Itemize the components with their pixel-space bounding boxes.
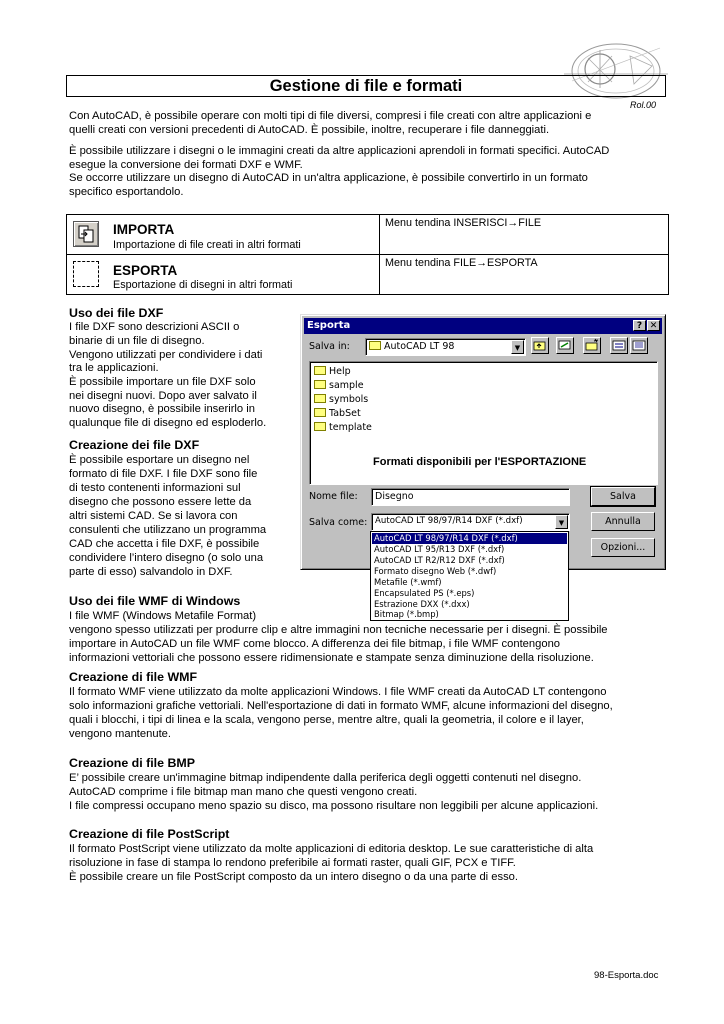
format-option[interactable]: Formato disegno Web (*.dwf) (374, 566, 497, 576)
filename-input[interactable] (371, 488, 570, 506)
command-row-importa (67, 215, 668, 255)
file-list[interactable] (309, 361, 658, 485)
paragraph-line: È possibile esportare un disegno nel (69, 454, 250, 466)
folder-label: symbols (329, 394, 369, 405)
folder-item[interactable] (314, 366, 351, 377)
intro-line: Con AutoCAD, è possibile operare con molti tipi di file diversi, compresi i file creati con altre applicazioni e (69, 110, 592, 122)
intro-line: specifico esportandolo. (69, 186, 184, 198)
dialog-titlebar[interactable] (304, 318, 662, 334)
save-in-value-wrap (369, 341, 454, 352)
help-button[interactable]: ? (633, 320, 646, 331)
export-formats-caption: Formati disponibili per l'ESPORTAZIONE (373, 456, 587, 468)
intro-line: esegue la conversione dei formati DXF e WMF. (69, 159, 303, 171)
options-button[interactable]: Opzioni... (591, 538, 655, 557)
paragraph-line: È possibile creare un file PostScript composto da un intero disegno o da una parte di esso. (69, 871, 519, 883)
folder-item[interactable] (314, 380, 364, 391)
import-icon[interactable] (73, 221, 99, 247)
format-option[interactable]: AutoCAD LT 98/97/R14 DXF (*.dxf) (372, 533, 567, 544)
paragraph-line: E’ possibile creare un'immagine bitmap indipendente dalla periferica degli oggetti contenuti nel disegno. (69, 772, 582, 784)
paragraph-line: Il formato PostScript viene utilizzato da molte applicazioni di editoria desktop. Le sue caratteristiche di alta (69, 843, 594, 855)
folder-icon (314, 366, 326, 375)
command-description: Esportazione di disegni in altri formati (113, 279, 293, 291)
save-as-dropdown[interactable] (371, 513, 570, 531)
paragraph-line: È possibile importare un file DXF solo (69, 376, 256, 388)
command-name: ESPORTA (113, 263, 178, 278)
folder-icon (369, 341, 381, 350)
format-option[interactable]: AutoCAD LT R2/R12 DXF (*.dxf) (374, 555, 505, 565)
save-button[interactable]: Salva (591, 487, 655, 506)
paragraph-line: Il formato WMF viene utilizzato da molte applicazioni Windows. I file WMF creati da AutoCAD LT contengono (69, 686, 607, 698)
paragraph-line: vengono spesso utilizzati per produrre clip e altre immagini non tecniche necessarie per i disegni. È possibile (69, 624, 608, 636)
paragraph-line: condividere l’intero disegno (o solo una (69, 552, 264, 564)
format-option[interactable]: Metafile (*.wmf) (374, 577, 442, 587)
paragraph-line: quali i blocchi, i tipi di linea e la scala, vengono perse, mentre altre, quali la geometria, il colore e il layer, (69, 714, 584, 726)
paragraph-line: I file WMF (Windows Metafile Format) (69, 610, 257, 622)
folder-label: Help (329, 366, 351, 377)
command-table (66, 214, 669, 295)
paragraph-line: qualunque file di disegno ed esploderlo. (69, 417, 267, 429)
format-option[interactable]: Bitmap (*.bmp) (374, 609, 439, 619)
filename-value: Disegno (375, 491, 414, 502)
paragraph-line: I file DXF sono descrizioni ASCII o (69, 321, 240, 333)
paragraph-line: informazioni vettoriali che possono essere ridimensionate e stampate senza diminuzione della risoluzione. (69, 652, 594, 664)
close-button[interactable]: ✕ (647, 320, 660, 331)
paragraph-line: importare in AutoCAD un file WMF come blocco. A differenza dei file bitmap, i file WMF contengono (69, 638, 561, 650)
folder-icon (314, 422, 326, 431)
save-as-label: Salva come: (309, 517, 368, 528)
format-option[interactable]: AutoCAD LT 95/R13 DXF (*.dxf) (374, 544, 505, 554)
folder-item[interactable] (314, 422, 372, 433)
paragraph-line: vengono mantenute. (69, 728, 172, 740)
folder-icon (314, 394, 326, 403)
revision-label: Rol.00 (630, 100, 657, 110)
dialog-title: Esporta (307, 320, 351, 331)
paragraph-line: altri sistemi CAD. Se si lavora con (69, 510, 238, 522)
desktop-button[interactable] (556, 337, 574, 354)
folder-icon (314, 380, 326, 389)
folder-item[interactable] (314, 394, 368, 405)
paragraph-line: parte di esso) salvandolo in DXF. (69, 566, 233, 578)
format-dropdown-list[interactable] (370, 531, 569, 621)
command-description: Importazione di file creati in altri formati (113, 239, 301, 251)
section-heading: Uso dei file WMF di Windows (69, 594, 241, 608)
footer-filename: 98-Esporta.doc (594, 970, 659, 981)
paragraph-line: risoluzione in fase di stampa lo rendono preferibile ai formati raster, quali GIF, PCX e TIFF. (69, 857, 516, 869)
section-heading: Creazione di file PostScript (69, 827, 230, 841)
column-divider (379, 215, 380, 254)
folder-label: sample (329, 380, 364, 391)
paragraph-line: nuovo disegno, è possibile inserirlo in (69, 403, 255, 415)
export-icon[interactable] (73, 261, 99, 287)
paragraph-line: I file compressi occupano meno spazio su disco, ma possono risultare non leggibili per alcune applicazioni. (69, 800, 599, 812)
command-name: IMPORTA (113, 222, 175, 237)
paragraph-line: binarie di un file di disegno. (69, 335, 205, 347)
folder-label: TabSet (329, 408, 361, 419)
paragraph-line: formato di file DXF. I file DXF sono file (69, 468, 258, 480)
filename-label: Nome file: (309, 491, 358, 502)
new-folder-button[interactable] (583, 337, 601, 354)
paragraph-line: Vengono utilizzati per condividere i dati (69, 349, 263, 361)
column-divider (379, 255, 380, 294)
format-option[interactable]: Estrazione DXX (*.dxx) (374, 599, 470, 609)
paragraph-line: tra le applicazioni. (69, 362, 159, 374)
intro-line: È possibile utilizzare i disegni o le immagini creati da altre applicazioni aprendoli in formati specifici. AutoCAD (69, 145, 610, 157)
save-in-value: AutoCAD LT 98 (384, 341, 455, 352)
list-view-button[interactable] (610, 337, 628, 354)
paragraph-line: di testo contenenti informazioni sul (69, 482, 241, 494)
chevron-down-icon[interactable]: ▼ (511, 340, 524, 354)
command-menu-path: Menu tendina INSERISCI→FILE (385, 217, 542, 229)
paragraph-line: nei disegni nuovi. Dopo aver salvato il (69, 390, 257, 402)
details-view-button[interactable] (630, 337, 648, 354)
paragraph-line: disegno che possono essere lette da (69, 496, 252, 508)
folder-item[interactable] (314, 408, 361, 419)
section-heading: Uso dei file DXF (69, 306, 164, 320)
intro-line: quelli creati con versioni precedenti di AutoCAD. È possibile, inoltre, recuperare i file danneggiati. (69, 124, 550, 136)
save-as-value: AutoCAD LT 98/97/R14 DXF (*.dxf) (375, 516, 523, 526)
command-menu-path: Menu tendina FILE→ESPORTA (385, 257, 538, 269)
format-option[interactable]: Encapsulated PS (*.eps) (374, 588, 475, 598)
section-heading: Creazione di file BMP (69, 756, 195, 770)
folder-label: template (329, 422, 372, 433)
save-in-label: Salva in: (309, 341, 350, 352)
section-heading: Creazione dei file DXF (69, 438, 200, 452)
cancel-button[interactable]: Annulla (591, 512, 655, 531)
chevron-down-icon[interactable]: ▼ (555, 515, 568, 529)
paragraph-line: AutoCAD comprime i file bitmap man mano che questi vengono creati. (69, 786, 418, 798)
paragraph-line: consulenti che utilizzano un programma (69, 524, 267, 536)
page-title: Gestione di file e formati (66, 75, 666, 97)
section-heading: Creazione di file WMF (69, 670, 198, 684)
command-row-esporta (67, 255, 668, 294)
save-in-dropdown[interactable] (365, 338, 526, 356)
folder-icon (314, 408, 326, 417)
intro-line: Se occorre utilizzare un disegno di AutoCAD in un'altra applicazione, è possibile convertirlo in un formato (69, 172, 588, 184)
paragraph-line: solo informazioni grafiche vettoriali. Nell'esportazione di dati in formato WMF, alcune informazioni del disegno, (69, 700, 613, 712)
paragraph-line: CAD che accetta i file DXF, è possibile (69, 538, 260, 550)
up-folder-button[interactable] (531, 337, 549, 354)
